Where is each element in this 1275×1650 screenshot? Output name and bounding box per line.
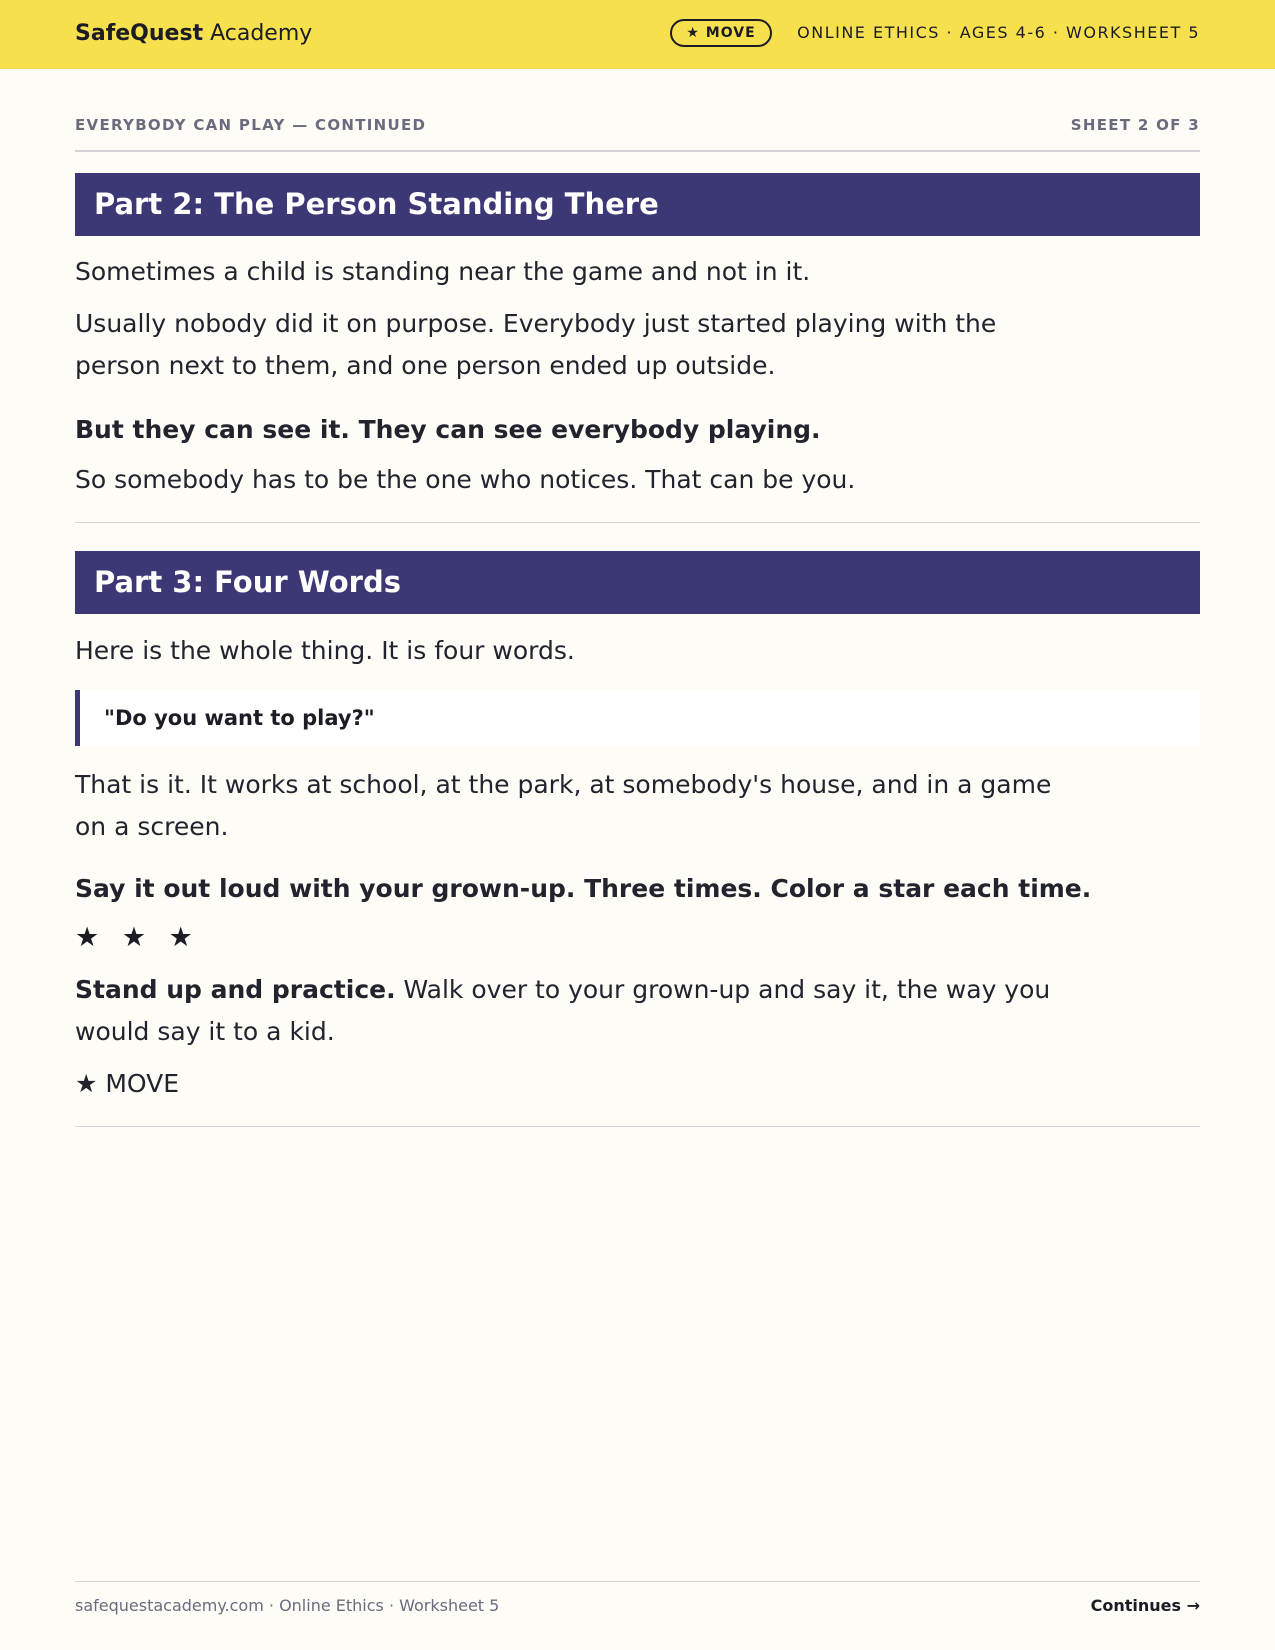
part2-paragraph-3: So somebody has to be the one who notices. That can be you. <box>75 465 856 494</box>
part3-paragraph-2: That is it. It works at school, at the park, at somebody's house, and in a game on a screen. <box>75 770 1052 841</box>
brand-name-rest: Academy <box>203 21 313 46</box>
quote-callout: "Do you want to play?" <box>75 690 1200 746</box>
part2-emphasis: But they can see it. They can see everybody playing. <box>75 415 821 444</box>
star-1-icon[interactable]: ★ <box>75 922 104 953</box>
part3-practice <box>75 969 1075 1053</box>
section-divider <box>75 522 1200 523</box>
practice-text: Walk over to your grown-up and say it, the way you would say it to a kid. <box>75 975 1051 1046</box>
part3-heading: Part 3: Four Words <box>75 551 1200 614</box>
star-2-icon[interactable]: ★ <box>121 922 151 953</box>
header-divider <box>75 150 1200 152</box>
brand-logo <box>75 20 312 48</box>
footer-continues: Continues → <box>1090 1596 1200 1615</box>
sheet-number: SHEET 2 OF 3 <box>1070 116 1200 134</box>
part2-heading: Part 2: The Person Standing There <box>75 173 1200 236</box>
sheet-eyebrow: EVERYBODY CAN PLAY — CONTINUED <box>75 116 427 134</box>
part2-paragraph-2: Usually nobody did it on purpose. Everybody just started playing with the person next to them, and one person ended up outside. <box>75 309 997 380</box>
footer-divider <box>75 1581 1200 1582</box>
footer-site: safequestacademy.com · Online Ethics · Worksheet 5 <box>75 1596 500 1615</box>
brand-name-bold: SafeQuest <box>75 21 204 46</box>
section-divider-bottom <box>75 1126 1200 1127</box>
header-bar <box>0 0 1275 69</box>
move-label: ★ MOVE <box>75 1069 180 1098</box>
star-row <box>75 918 203 958</box>
part2-paragraph-1: Sometimes a child is standing near the game and not in it. <box>75 257 811 286</box>
practice-lead: Stand up and practice. <box>75 975 396 1004</box>
part3-paragraph-1: Here is the whole thing. It is four words. <box>75 636 575 665</box>
part3-instruction: Say it out loud with your grown-up. Three times. Color a star each time. <box>75 874 1092 903</box>
star-3-icon[interactable]: ★ <box>168 922 197 953</box>
header-meta: ONLINE ETHICS · AGES 4-6 · WORKSHEET 5 <box>797 23 1200 42</box>
move-badge: ★ MOVE <box>670 19 772 47</box>
